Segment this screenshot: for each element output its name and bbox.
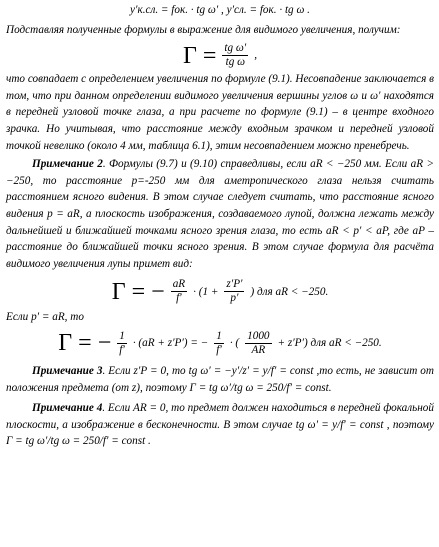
if-line: Если p′ = aR, то [6,311,84,324]
eq2-mid: · (1 + [193,285,219,298]
note-4 [6,400,434,450]
eq3-mid1: · (aR + z′P′) = − [132,337,209,350]
eq3-lhs: Γ = − [58,330,112,357]
note-2 [6,156,434,272]
eq2-frac2-num: z′P′ [226,278,243,291]
note-3-text: . Если z′P = 0, то tg ω′ = −y′/z′ = y/f′ = const ,то есть, не зависит от положения предмета (от z), поэтому Γ = tg ω′/tg ω = 250/f′ = const. [6,364,434,394]
eq3-frac1-num: 1 [119,329,125,342]
document-page [6,2,434,450]
equation-2 [6,278,434,305]
eq3-frac3 [245,330,271,357]
note-3-title: Примечание 3 [32,364,103,377]
eq3-frac2-den: f′ [216,343,222,356]
eq3-frac2 [214,330,224,357]
eq3-frac3-num: 1000 [247,329,270,342]
eq2-frac2 [224,278,244,305]
note-4-text: . Если AR = 0, то предмет должен находиться в передней фокальной плоскости, а изображение в бесконечности. В этом случае tg ω′ = y/f′ = const , поэтому Γ = tg ω′/tg ω = 250/f′ = const . [6,402,434,448]
intro-paragraph: Подставляя полученные формулы в выражение для видимого увеличения, получим: [6,23,401,36]
eq3-frac2-num: 1 [216,329,222,342]
eq3-frac3-den: AR [251,343,266,356]
eq3-tail: + z′P′) для aR < −250. [277,337,382,350]
note-2-title: Примечание 2 [32,158,103,171]
eq3-mid2: · ( [229,337,240,350]
eq2-frac1-num: aR [172,278,186,291]
eq1-denominator: tg ω [225,56,245,69]
equation-gamma: Γ = $\frac{\text{tg ω′}}{\text{tg ω}}$ , [182,42,258,69]
eq3-frac1-den: f′ [119,343,125,356]
eq2-frac1 [171,278,187,305]
eq1-lhs: Γ = [182,42,217,69]
paragraph-1: что совпадает с определением увеличения по формуле (9.1). Несовпадение заключается в том, что при данном определении видимого увеличения вершины углов ω и ω′ находятся в передней узловой точке глаза, а при расчете по формуле (9.1) – в центре входного зрачка. Но учитывая, что расстояние между входным зрачком и передней узловой точкой невелико (около 4 мм, таблица 6.1), этим несовпадением можно пренебречь. [6,73,434,152]
note-4-title: Примечание 4 [32,402,103,415]
eq2-frac1-den: f′ [176,292,182,305]
note-2-text: . Формулы (9.7) и (9.10) справедливы, если aR < −250 мм. Если aR > −250, то расстояние p=-250 мм для аметропического глаза нельзя считать расстоянием ясного видения. В этом случае следует считать, что расстояние ясного видения p = aR, а плоскость изображения, создаваемого лупой, должна лежать между дальнейшей и ближайшей точками ясного зрения глаза, то есть aR < p′ < aP, где aP – расстояние до ближайшей точки ясного зрения. В этом случае формула для расчёта видимого увеличения лупы примет вид: [6,158,434,270]
eq1-fraction [222,42,248,69]
eq2-lhs: Γ = − [111,278,165,305]
note-3 [6,363,434,396]
top-formula: y′к.сл. = fок. · tg ω′ , y′сл. = fок. · tg ω . [130,4,310,16]
equation-3 [6,330,434,357]
eq1-numerator: tg ω′ [224,42,247,55]
eq2-frac2-den: p′ [230,292,239,305]
eq2-tail: ) для aR < −250. [250,285,329,298]
eq3-frac1 [117,330,127,357]
